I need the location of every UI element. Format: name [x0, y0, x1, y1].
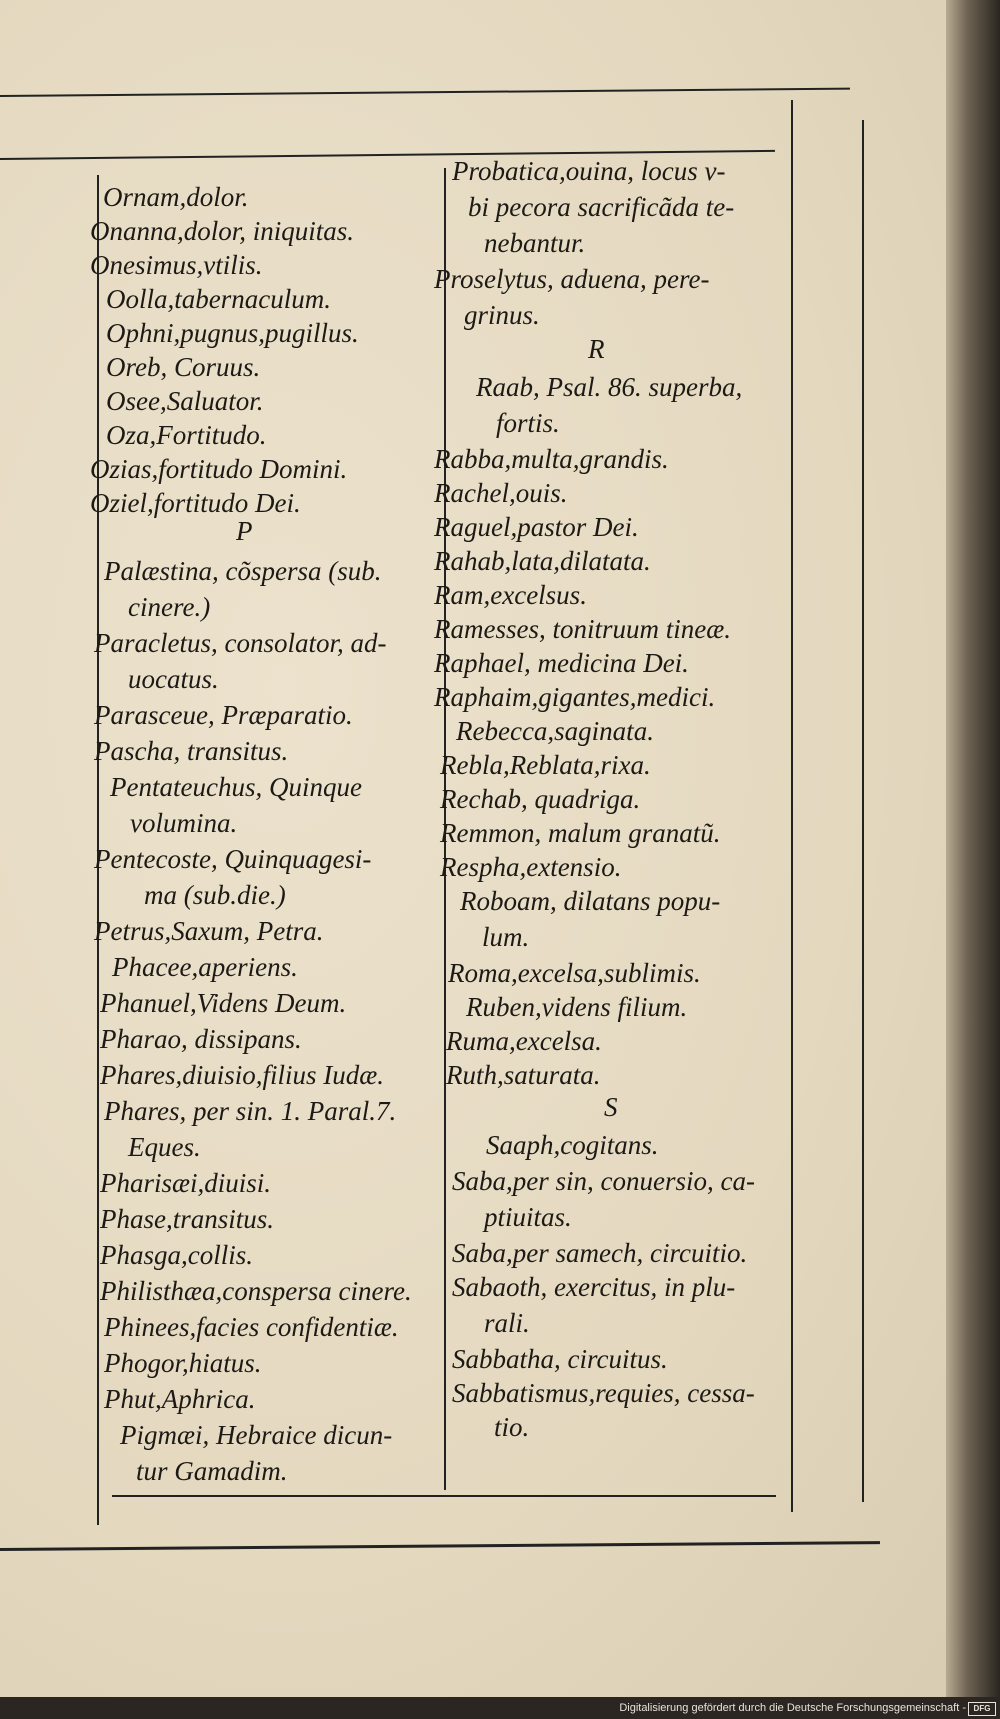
left-entry: Phut,Aphrica.	[104, 1384, 256, 1414]
left-entry: Pharisæi,diuisi.	[100, 1168, 272, 1198]
left-entry: Phares,diuisio,filius Iudæ.	[100, 1060, 385, 1090]
right-entry: Rebla,Reblata,rixa.	[440, 750, 651, 780]
right-entry: Saba,per samech, circuitio.	[452, 1238, 748, 1268]
right-entry: nebantur.	[484, 228, 586, 258]
right-entry: Raphaim,gigantes,medici.	[434, 682, 716, 712]
left-entry: Oziel,fortitudo Dei.	[90, 488, 301, 518]
right-entry: Ruma,excelsa.	[446, 1026, 602, 1056]
left-entry: Oreb, Coruus.	[106, 352, 261, 382]
right-column	[434, 0, 796, 1520]
left-entry: Osee,Saluator.	[106, 386, 264, 416]
left-entry: Phacee,aperiens.	[112, 952, 298, 982]
right-entry: rali.	[484, 1308, 530, 1338]
footer-text: Digitalisierung gefördert durch die Deutsche Forschungsgemeinschaft -	[619, 1702, 966, 1714]
right-entry: Probatica,ouina, locus v-	[452, 156, 726, 186]
right-entry: Ram,excelsus.	[434, 580, 587, 610]
right-entry: Saba,per sin, conuersio, ca-	[452, 1166, 755, 1196]
right-entry: Ramesses, tonitruum tineæ.	[434, 614, 731, 644]
left-entry: Philisthæa,conspersa cinere.	[100, 1276, 412, 1306]
left-column	[0, 0, 446, 1520]
left-entry: Phanuel,Videns Deum.	[100, 988, 347, 1018]
left-entry: Pentateuchus, Quinque	[110, 772, 362, 802]
right-entry: Respha,extensio.	[440, 852, 622, 882]
right-section-letter: S	[604, 1092, 618, 1122]
right-border-outer	[862, 120, 864, 1502]
right-entry: Ruben,videns filium.	[466, 992, 688, 1022]
right-entry: Raguel,pastor Dei.	[434, 512, 639, 542]
footer-bar	[0, 1697, 1000, 1719]
left-entry: Oza,Fortitudo.	[106, 420, 267, 450]
right-entry: Rabba,multa,grandis.	[434, 444, 669, 474]
left-entry: uocatus.	[128, 664, 219, 694]
left-entry: volumina.	[130, 808, 238, 838]
right-entry: grinus.	[464, 300, 540, 330]
right-entry: Raab, Psal. 86. superba,	[476, 372, 743, 402]
right-entry: Proselytus, aduena, pere-	[434, 264, 710, 294]
right-entry: Saaph,cogitans.	[486, 1130, 659, 1160]
right-entry: Rechab, quadriga.	[440, 784, 641, 814]
left-section-letter: P	[236, 516, 253, 546]
right-entry: Remmon, malum granatũ.	[440, 818, 721, 848]
left-entry: ma (sub.die.)	[144, 880, 286, 910]
left-entry: Phares, per sin. 1. Paral.7.	[104, 1096, 397, 1126]
right-entry: Ruth,saturata.	[446, 1060, 601, 1090]
right-entry: Rachel,ouis.	[434, 478, 568, 508]
right-entry: Rahab,lata,dilatata.	[434, 546, 651, 576]
left-entry: Phase,transitus.	[100, 1204, 275, 1234]
left-entry: Onesimus,vtilis.	[90, 250, 263, 280]
left-entry: Pascha, transitus.	[94, 736, 289, 766]
right-entry: lum.	[482, 922, 530, 952]
right-entry: Roma,excelsa,sublimis.	[448, 958, 701, 988]
left-entry: Oolla,tabernaculum.	[106, 284, 331, 314]
left-entry: Phasga,collis.	[100, 1240, 253, 1270]
left-entry: Onanna,dolor, iniquitas.	[90, 216, 355, 246]
right-entry: Sabbatha, circuitus.	[452, 1344, 668, 1374]
right-section-letter: R	[588, 334, 605, 364]
left-entry: Parasceue, Præparatio.	[94, 700, 353, 730]
left-entry: Ornam,dolor.	[103, 182, 249, 212]
right-entry: bi pecora sacrificãda te-	[468, 192, 735, 222]
left-entry: Eques.	[128, 1132, 201, 1162]
left-entry: tur Gamadim.	[136, 1456, 288, 1486]
left-entry: Pentecoste, Quinquagesi-	[94, 844, 372, 874]
left-entry: Petrus,Saxum, Petra.	[94, 916, 324, 946]
left-entry: Ozias,fortitudo Domini.	[90, 454, 348, 484]
left-entry: Pharao, dissipans.	[100, 1024, 302, 1054]
right-entry: Roboam, dilatans popu-	[460, 886, 721, 916]
right-entry: Raphael, medicina Dei.	[434, 648, 689, 678]
left-entry: Phogor,hiatus.	[104, 1348, 262, 1378]
left-entry: Phinees,facies confidentiæ.	[104, 1312, 399, 1342]
left-entry: Palæstina, cõspersa (sub.	[104, 556, 382, 586]
right-entry: Sabbatismus,requies, cessa-	[452, 1378, 755, 1408]
right-entry: Rebecca,saginata.	[456, 716, 654, 746]
right-entry: Sabaoth, exercitus, in plu-	[452, 1272, 736, 1302]
right-entry: ptiuitas.	[484, 1202, 572, 1232]
left-entry: Paracletus, consolator, ad-	[94, 628, 387, 658]
right-entry: fortis.	[496, 408, 560, 438]
left-entry: Ophni,pugnus,pugillus.	[106, 318, 359, 348]
right-entry: tio.	[494, 1412, 530, 1442]
page-edge-shadow	[946, 0, 1000, 1719]
bottom-rule-outer	[0, 1541, 880, 1551]
left-entry: Pigmæi, Hebraice dicun-	[120, 1420, 393, 1450]
dfg-logo: DFG	[968, 1702, 996, 1716]
left-entry: cinere.)	[128, 592, 211, 622]
